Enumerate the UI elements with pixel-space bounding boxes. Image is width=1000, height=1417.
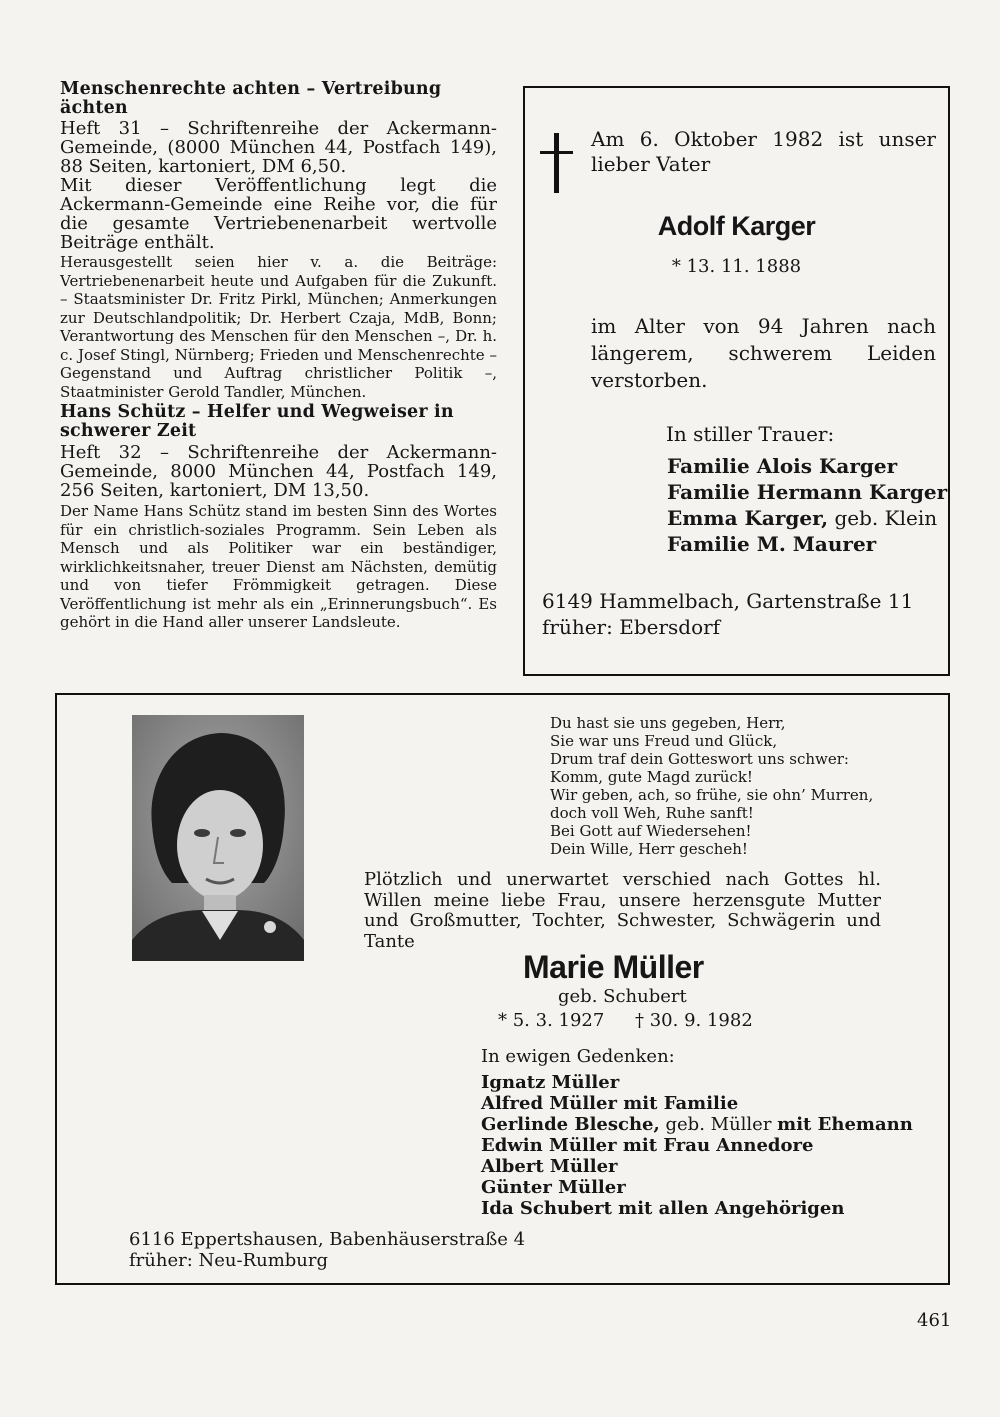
review-lead: Mit dieser Veröffentlichung legt die Ackermann-Gemeinde eine Reihe vor, die für die gesamte Vertriebenenarbeit wertvolle Beiträge enthält.: [60, 175, 497, 253]
karger-family: Familie Alois Karger: [667, 454, 898, 478]
poem-line: Komm, gute Magd zurück!: [550, 768, 753, 786]
mueller-obituary-box: [55, 693, 950, 1285]
poem-line: Wir geben, ach, so frühe, sie ohn’ Murren,: [550, 786, 874, 804]
poem-line: Dein Wille, Herr gescheh!: [550, 840, 748, 858]
mueller-mourner: Gerlinde Blesche, geb. Müller mit Ehemann: [481, 1114, 913, 1135]
karger-death-text: im Alter von 94 Jahren nach längerem, schwerem Leiden verstorben.: [591, 314, 936, 392]
mueller-mourner: Ignatz Müller: [481, 1072, 620, 1093]
mueller-mourner: Edwin Müller mit Frau Annedore: [481, 1135, 814, 1156]
mueller-mourner: Albert Müller: [481, 1156, 618, 1177]
poem-line: Bei Gott auf Wiedersehen!: [550, 822, 752, 840]
mueller-mourner: Ida Schubert mit allen Angehörigen: [481, 1198, 845, 1219]
portrait-photo: [132, 715, 304, 961]
poem: [550, 714, 873, 858]
review-meta: Heft 31 – Schriftenreihe der Ackermann-Gemeinde, (8000 München 44, Postfach 149), 88 Seiten, kartoniert, DM 6,50.: [60, 118, 497, 177]
mueller-mourner: Alfred Müller mit Familie: [481, 1093, 739, 1114]
mueller-announcement: Plötzlich und unerwartet verschied nach Gottes hl. Willen meine liebe Frau, unsere herzensgute Mutter und Großmutter, Tochter, Schwester, Schwägerin und Tante: [364, 869, 881, 952]
karger-address: 6149 Hammelbach, Gartenstraße 11: [542, 589, 914, 613]
poem-line: Drum traf dein Gotteswort uns schwer:: [550, 750, 849, 768]
mueller-birth-date: * 5. 3. 1927: [498, 1010, 605, 1031]
mueller-maiden-name: geb. Schubert: [558, 986, 687, 1007]
karger-mourning-label: In stiller Trauer:: [666, 422, 835, 446]
mueller-memory-label: In ewigen Gedenken:: [481, 1046, 675, 1067]
review-title: Menschenrechte achten – Vertreibung ächten: [60, 79, 442, 118]
review-body: Der Name Hans Schütz stand im besten Sinn des Wortes für ein christlich-soziales Programm. Sein Leben als Mensch und als Politiker war ein beständiger, wirklichkeitsnaher, treuer Dienst am Nächsten, demütig und von tiefer Frömmigkeit getragen. Diese Veröffentlichung ist mehr als ein „Erinnerungsbuch“. Es gehört in die Hand aller unserer Landsleute.: [60, 502, 497, 631]
mueller-former-residence: früher: Neu-Rumburg: [129, 1250, 329, 1271]
poem-line: Du hast sie uns gegeben, Herr,: [550, 714, 786, 732]
mueller-address: 6116 Eppertshausen, Babenhäuserstraße 4: [129, 1229, 526, 1250]
mueller-death-date: † 30. 9. 1982: [635, 1010, 753, 1031]
karger-intro: Am 6. Oktober 1982 ist unser lieber Vater: [591, 127, 936, 176]
poem-line: Sie war uns Freud und Glück,: [550, 732, 778, 750]
review-title: Hans Schütz – Helfer und Wegweiser in schwerer Zeit: [60, 402, 454, 441]
karger-family: Familie M. Maurer: [667, 532, 877, 556]
karger-family: Familie Hermann Karger: [667, 480, 948, 504]
book-reviews-column: [60, 80, 497, 632]
poem-line: doch voll Weh, Ruhe sanft!: [550, 804, 754, 822]
review-meta: Heft 32 – Schriftenreihe der Ackermann-Gemeinde, 8000 München 44, Postfach 149, 256 Seiten, kartoniert, DM 13,50.: [60, 442, 497, 501]
karger-family: Emma Karger, geb. Klein: [667, 506, 938, 530]
mueller-mourner: Günter Müller: [481, 1177, 626, 1198]
karger-birth-date: * 13. 11. 1888: [671, 256, 802, 277]
page-number: 461: [917, 1310, 952, 1331]
review-body: Herausgestellt seien hier v. a. die Beiträge: Vertriebenenarbeit heute und Aufgaben für die Zukunft. – Staatsminister Dr. Fritz Pirkl, München; Anmerkungen zur Deutschlandpolitik; Dr. Herbert Czaja, MdB, Bonn; Verantwortung des Menschen für den Menschen –, Dr. h. c. Josef Stingl, Nürnberg; Frieden und Menschenrechte – Gegenstand und Auftrag christlicher Politik –, Staatminister Gerold Tandler, München.: [60, 253, 497, 401]
karger-former-residence: früher: Ebersdorf: [542, 615, 721, 639]
mueller-name: Marie Müller: [523, 949, 704, 985]
karger-obituary-box: [523, 86, 950, 676]
karger-name: Adolf Karger: [657, 211, 816, 241]
